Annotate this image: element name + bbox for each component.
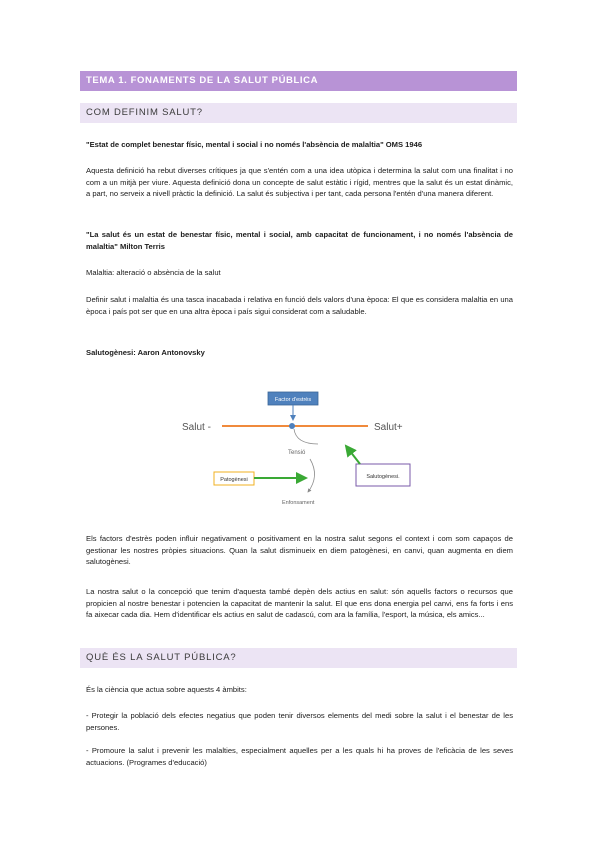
paragraph-ciencia: És la ciència que actua sobre aquests 4 àmbits: bbox=[86, 685, 247, 694]
terris-quote: "La salut és un estat de benestar físic, mental i social, amb capacitat de funcionament, i no només l'absència de malaltia" Milton Terris bbox=[86, 230, 513, 251]
state-point bbox=[289, 423, 295, 429]
list-item-promoure: - Promoure la salut i prevenir les malalties, especialment aquelles per a les quals hi ha proves de l'eficàcia de les seves actuacions. (Programes d'educació) bbox=[86, 746, 513, 767]
section-heading-salut-publica: QUÈ ÉS LA SALUT PÚBLICA? bbox=[80, 648, 517, 668]
tensio-arc bbox=[294, 429, 318, 444]
enfonsament-label: Enfonsament bbox=[282, 500, 315, 506]
topic-title: TEMA 1. FONAMENTS DE LA SALUT PÚBLICA bbox=[80, 71, 517, 91]
salut-plus-label: Salut+ bbox=[374, 422, 403, 433]
oms-quote: "Estat de complet benestar físic, mental i social i no només l'absència de malaltia" OMS 1946 bbox=[86, 140, 423, 149]
patogenesi-label: Patogènesi bbox=[220, 477, 248, 483]
paragraph-factors: Els factors d'estrès poden influir negativament o positivament en la nostra salut segons el context i com som capaços de gestionar les nostres pròpies situacions. Quan la salut disminueix en diem patogènesi, en canvi, quan augmenta en diem salutogènesi. bbox=[86, 534, 513, 567]
salutogenesis-diagram bbox=[170, 384, 430, 512]
list-item-protegir: - Protegir la població dels efectes negatius que poden tenir diversos elements del medi sobre la salut i el benestar de les persones. bbox=[86, 711, 513, 732]
section-heading-definim: COM DEFINIM SALUT? bbox=[80, 103, 517, 123]
salut-minus-label: Salut - bbox=[182, 422, 211, 433]
salutogenesi-arrow bbox=[346, 446, 360, 464]
factor-label: Factor d'estrès bbox=[274, 397, 312, 403]
paragraph-concepcio: La nostra salut o la concepció que tenim d'aquesta també depèn dels actius en salut: són aquells factors o recursos que propicien al nostre benestar i potencien la capacitat de mantenir la salut. El que ens dona energia pel canvi, ens fa forts i ens fa aixecar cada dia. Hem d'identificar els actius en salut de cadascú, com ara la família, l'esport, la música, els amics... bbox=[86, 587, 513, 620]
paragraph-critiques: Aquesta definició ha rebut diverses crítiques ja que s'entén com a una idea utòpica i determina la salut com una finalitat i no com a un mitjà per viure. Aquesta definició dona un concepte de salut estàtic i rígid, mentres que la salut és un estat dinàmic, a part, no serveix a nivell pràctic la definició. La salut és subjectiva i per tant, cada persona l'entén d'una manera diferent. bbox=[86, 166, 513, 199]
paragraph-malaltia: Malaltia: alteració o absència de la salut bbox=[86, 268, 221, 277]
salutogenesi-heading: Salutogènesi: Aaron Antonovsky bbox=[86, 348, 205, 357]
paragraph-definir: Definir salut i malaltia és una tasca inacabada i relativa en funció dels valors d'una època: El que es considera malaltia en una època i país pot ser que en una altra època i país sigui considerat com a saludable. bbox=[86, 295, 513, 316]
enfonsament-arc bbox=[308, 459, 315, 492]
salutogenesi-label: Salutogènesi. bbox=[366, 474, 400, 480]
tensio-label: Tensió bbox=[288, 450, 306, 456]
